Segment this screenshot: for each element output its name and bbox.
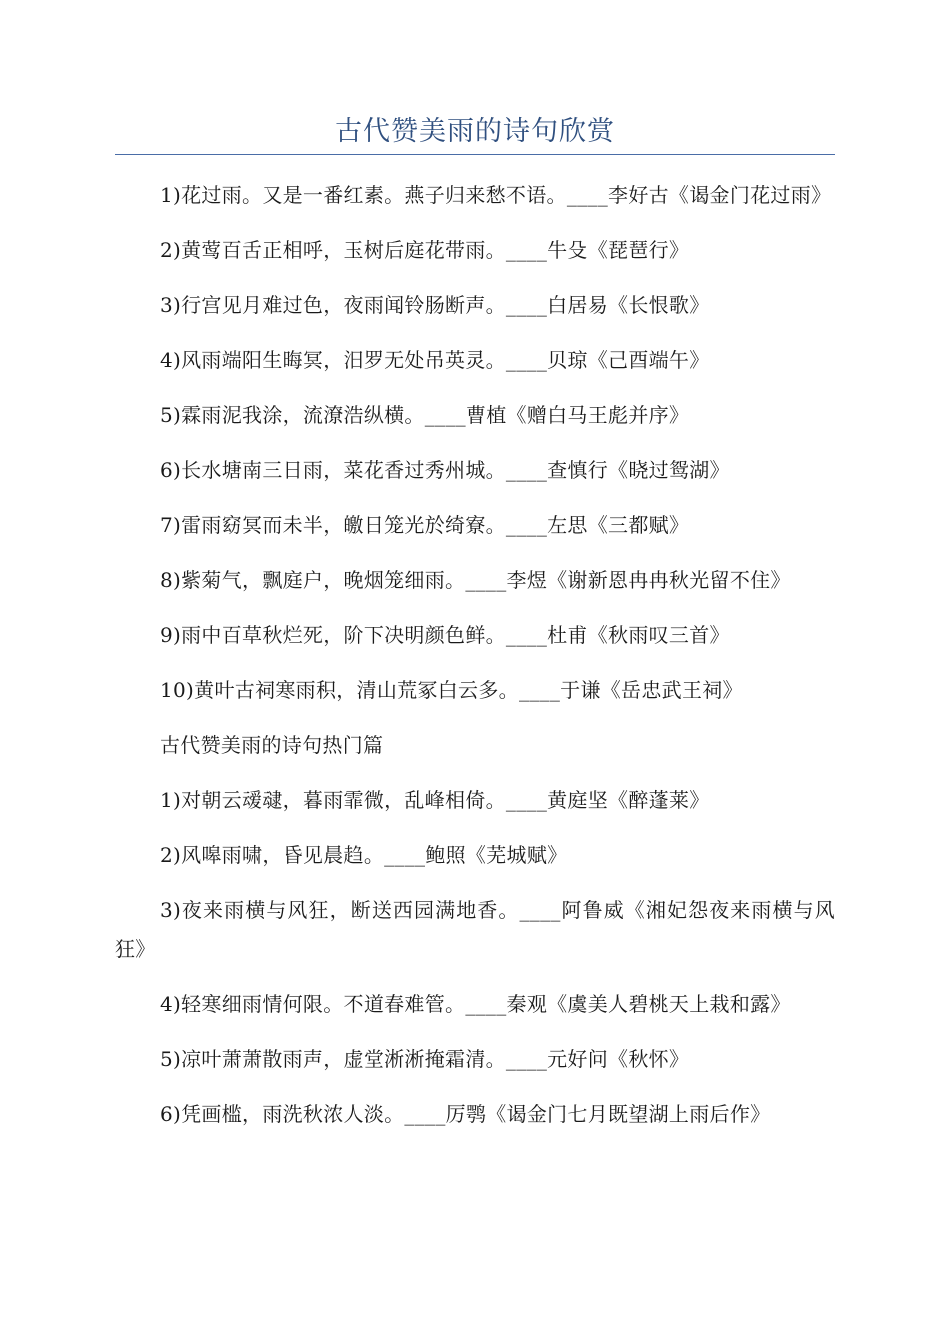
poem-line: 7)雷雨窈冥而未半，皦日笼光於绮寮。____左思《三都赋》 (160, 513, 690, 537)
poem-line: 10)黄叶古祠寒雨积，清山荒冢白云多。____于谦《岳忠武王祠》 (160, 678, 743, 702)
poem-line: 4)轻寒细雨情何限。不道春难管。____秦观《虞美人碧桃天上栽和露》 (160, 992, 791, 1016)
document-body (115, 176, 835, 1150)
poem-line: 9)雨中百草秋烂死，阶下决明颜色鲜。____杜甫《秋雨叹三首》 (160, 623, 730, 647)
poem-line: 4)风雨端阳生晦冥，汨罗无处吊英灵。____贝琼《己酉端午》 (160, 348, 710, 372)
poem-line: 8)紫菊气，飘庭户，晚烟笼细雨。____李煜《谢新恩冉冉秋光留不住》 (160, 568, 791, 592)
poem-line: 6)凭画槛，雨洗秋浓人淡。____厉鹗《谒金门七月既望湖上雨后作》 (160, 1102, 771, 1126)
poem-line: 6)长水塘南三日雨，菜花香过秀州城。____查慎行《晓过鸳湖》 (160, 458, 730, 482)
poem-line: 5)凉叶萧萧散雨声，虚堂淅淅掩霜清。____元好问《秋怀》 (160, 1047, 690, 1071)
poem-line: 1)花过雨。又是一番红素。燕子归来愁不语。____李好古《谒金门花过雨》 (160, 183, 832, 207)
poem-line: 3)夜来雨横与风狂，断送西园满地香。____阿鲁威《湘妃怨夜来雨横与风狂》 (115, 898, 835, 961)
poem-line: 3)行宫见月难过色，夜雨闻铃肠断声。____白居易《长恨歌》 (160, 293, 710, 317)
poem-line: 5)霖雨泥我涂，流潦浩纵横。____曹植《赠白马王彪并序》 (160, 403, 690, 427)
poem-line: 2)风嗥雨啸，昏见晨趋。____鲍照《芜城赋》 (160, 843, 568, 867)
poem-line: 1)对朝云叆叇，暮雨霏微，乱峰相倚。____黄庭坚《醉蓬莱》 (160, 788, 710, 812)
title-underline (115, 154, 835, 155)
section-heading: 古代赞美雨的诗句热门篇 (160, 733, 384, 757)
document-title: 古代赞美雨的诗句欣赏 (335, 116, 615, 147)
poem-line: 2)黄莺百舌正相呼，玉树后庭花带雨。____牛殳《琵琶行》 (160, 238, 690, 262)
